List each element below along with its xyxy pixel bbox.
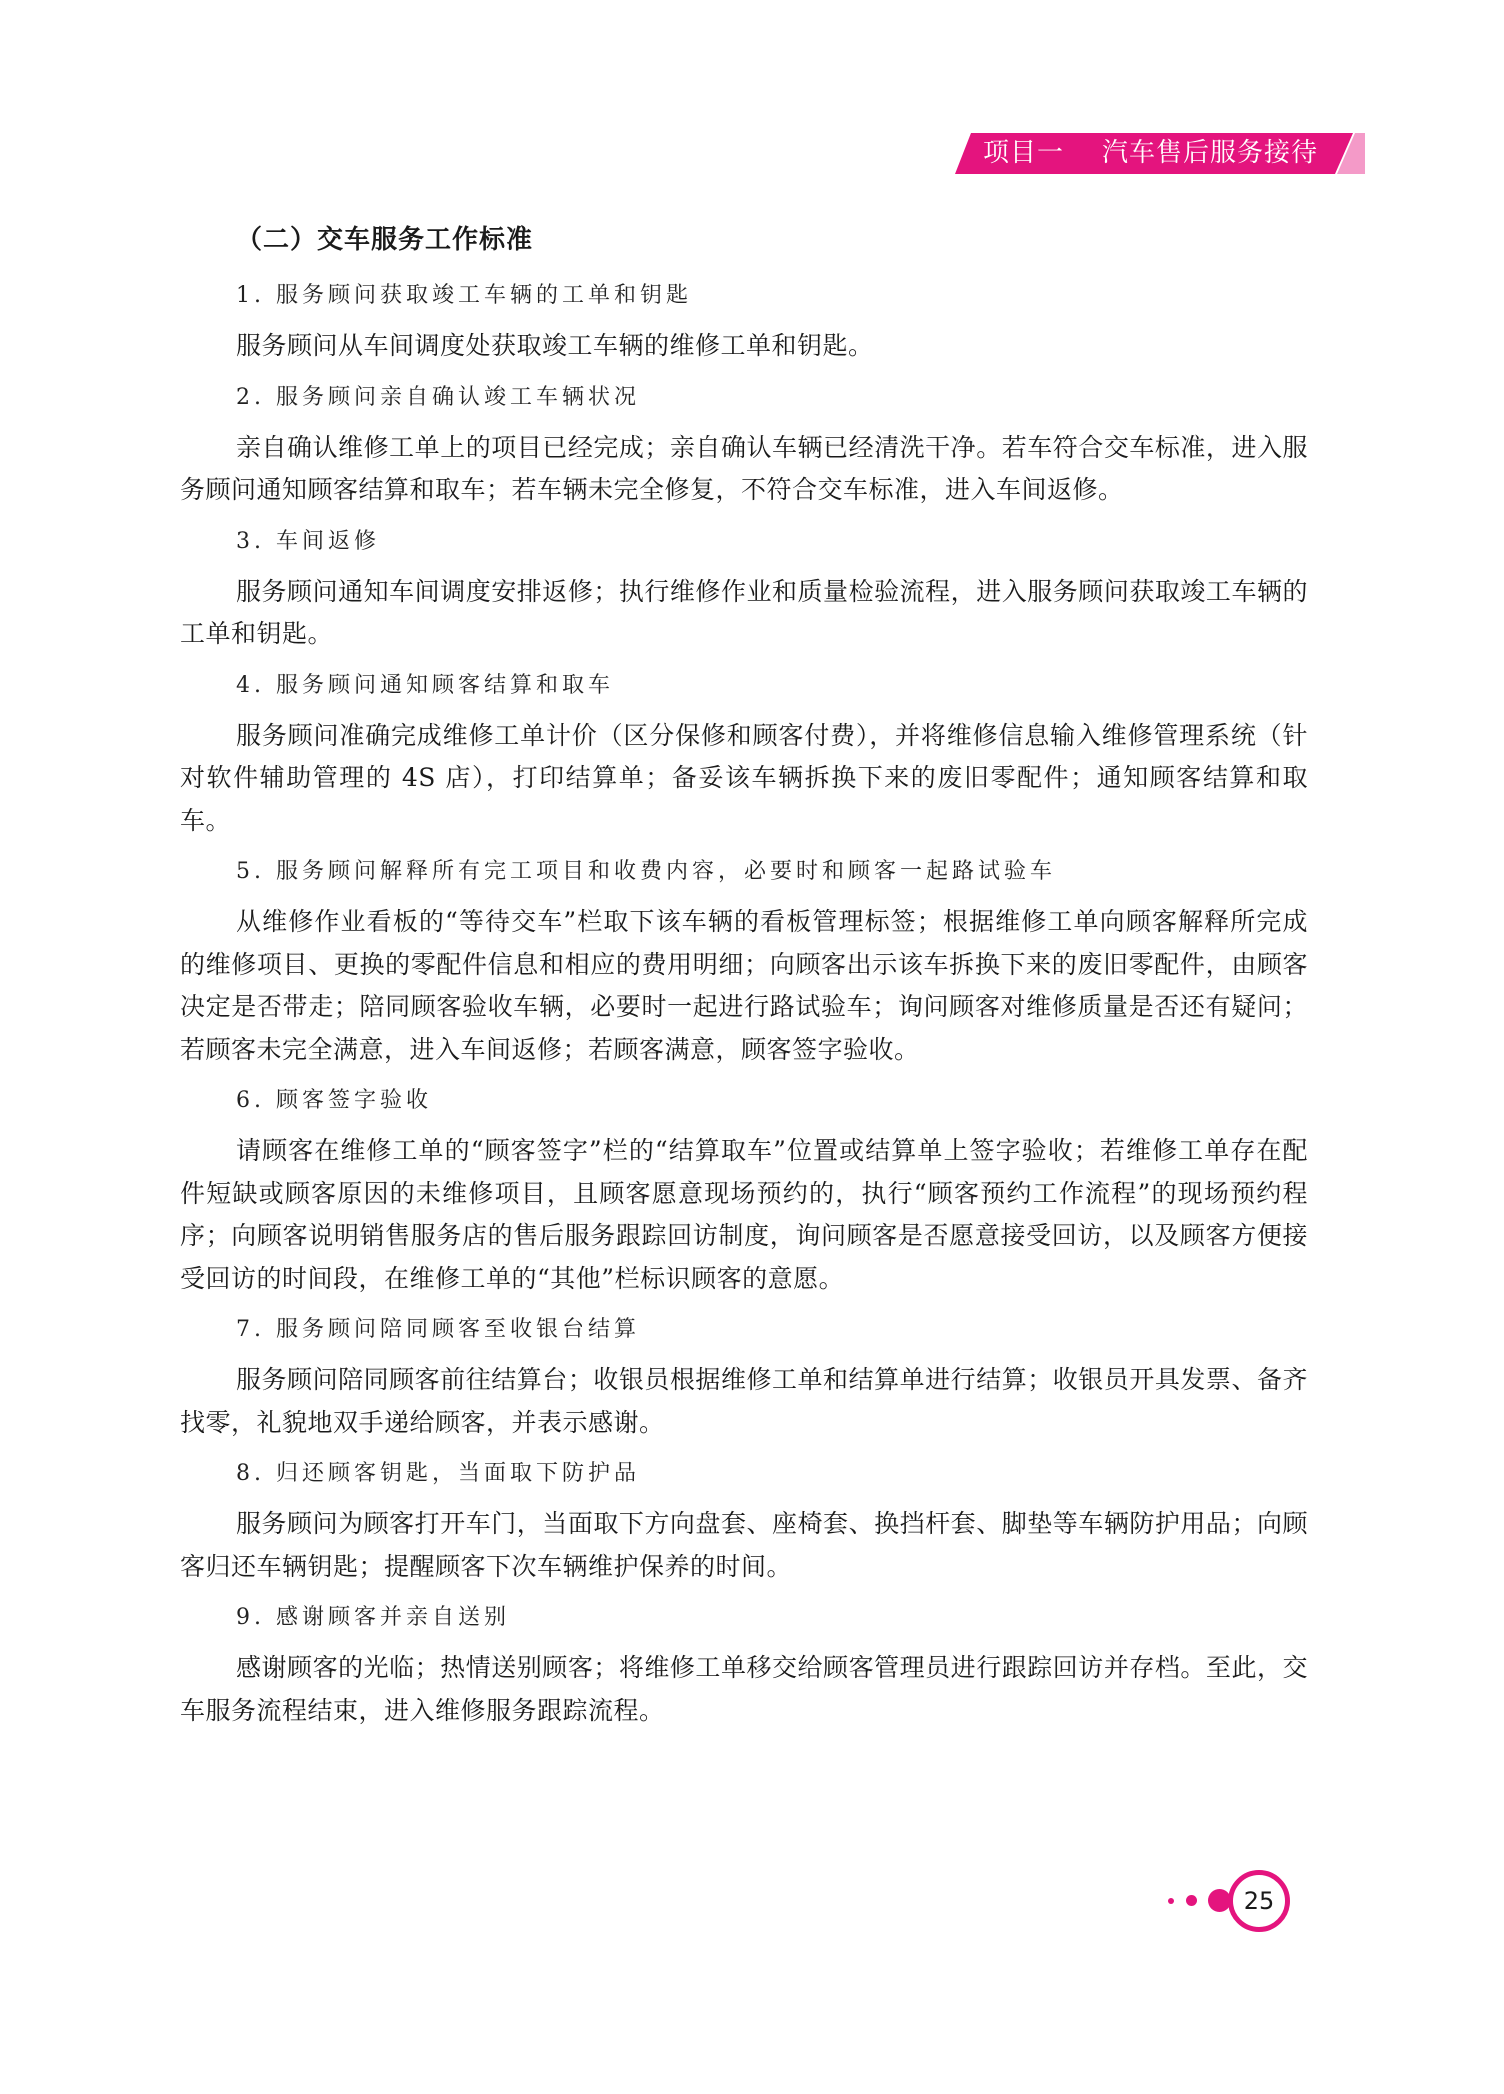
header-banner-tail (1335, 133, 1365, 174)
item-paragraph-7: 服务顾问陪同顾客前往结算台；收银员根据维修工单和结算单进行结算；收银员开具发票、备齐找零，礼貌地双手递给顾客，并表示感谢。 (180, 1365, 1308, 1437)
item-heading-9: 9. 感谢顾客并亲自送别 (236, 1605, 510, 1630)
page-number: 25 (1228, 1870, 1290, 1932)
item-heading-4: 4. 服务顾问通知顾客结算和取车 (236, 672, 614, 698)
page-content (180, 214, 1308, 1740)
page-footer (1150, 1862, 1310, 1942)
item-paragraph-6: 请顾客在维修工单的“顾客签字”栏的“结算取车”位置或结算单上签字验收；若维修工单存在配件短缺或顾客原因的未维修项目，且顾客愿意现场预约的，执行“顾客预约工作流程”的现场预约程序；向顾客说明销售服务店的售后服务跟踪回访制度，询问顾客是否愿意接受回访，以及顾客方便接受回访的时间段，在维修工单的“其他”栏标识顾客的意愿。 (180, 1136, 1308, 1293)
footer-dot-medium (1186, 1895, 1197, 1906)
item-heading-7: 7. 服务顾问陪同顾客至收银台结算 (236, 1317, 640, 1342)
section-title: （二）交车服务工作标准 (236, 225, 534, 255)
item-heading-8: 8. 归还顾客钥匙，当面取下防护品 (236, 1461, 640, 1486)
item-paragraph-5: 从维修作业看板的“等待交车”栏取下该车辆的看板管理标签；根据维修工单向顾客解释所完成的维修项目、更换的零配件信息和相应的费用明细；向顾客出示该车拆换下来的废旧零配件，由顾客决定是否带走；陪同顾客验收车辆，必要时一起进行路试验车；询问顾客对维修质量是否还有疑问；若顾客未完全满意，进入车间返修；若顾客满意，顾客签字验收。 (180, 907, 1308, 1064)
chapter-header-text (983, 133, 1318, 174)
item-heading-5: 5. 服务顾问解释所有完工项目和收费内容，必要时和顾客一起路试验车 (236, 859, 1056, 884)
item-heading-6: 6. 顾客签字验收 (236, 1088, 432, 1113)
item-paragraph-4: 服务顾问准确完成维修工单计价（区分保修和顾客付费），并将维修信息输入维修管理系统（针对软件辅助管理的 4S 店），打印结算单；备妥该车辆拆换下来的废旧零配件；通知顾客结算和取车。 (180, 720, 1308, 835)
chapter-header-banner (955, 133, 1359, 174)
item-paragraph-2: 亲自确认维修工单上的项目已经完成；亲自确认车辆已经清洗干净。若车符合交车标准，进入服务顾问通知顾客结算和取车；若车辆未完全修复，不符合交车标准，进入车间返修。 (180, 432, 1308, 504)
item-paragraph-3: 服务顾问通知车间调度安排返修；执行维修作业和质量检验流程，进入服务顾问获取竣工车辆的工单和钥匙。 (180, 576, 1308, 648)
item-heading-3: 3. 车间返修 (236, 528, 380, 554)
item-heading-1: 1. 服务顾问获取竣工车辆的工单和钥匙 (236, 283, 692, 308)
header-project-label: 项目一 (983, 138, 1065, 168)
item-paragraph-9: 感谢顾客的光临；热情送别顾客；将维修工单移交给顾客管理员进行跟踪回访并存档。至此，交车服务流程结束，进入维修服务跟踪流程。 (180, 1653, 1308, 1725)
header-chapter-title: 汽车售后服务接待 (1102, 138, 1319, 168)
item-paragraph-1: 服务顾问从车间调度处获取竣工车辆的维修工单和钥匙。 (236, 331, 874, 360)
item-heading-2: 2. 服务顾问亲自确认竣工车辆状况 (236, 384, 640, 410)
item-paragraph-8: 服务顾问为顾客打开车门，当面取下方向盘套、座椅套、换挡杆套、脚垫等车辆防护用品；向顾客归还车辆钥匙；提醒顾客下次车辆维护保养的时间。 (180, 1509, 1308, 1581)
footer-dot-small (1168, 1898, 1174, 1904)
